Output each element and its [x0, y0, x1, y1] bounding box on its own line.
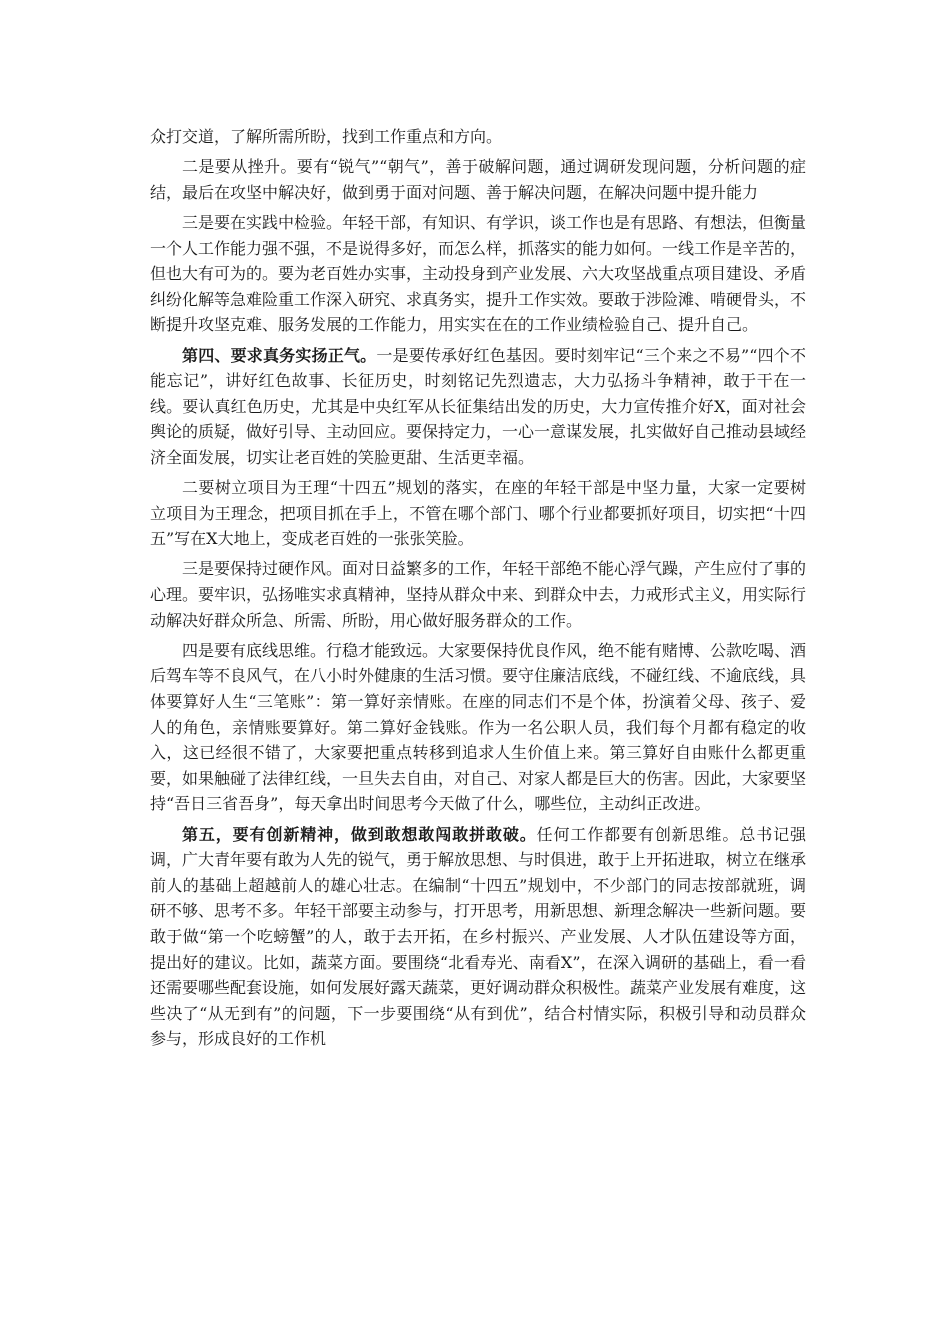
paragraph-text: 二是要从挫升。要有“锐气”“朝气”，善于破解问题，通过调研发现问题，分析问题的症结，最后在攻坚中解决好，做到勇于面对问题、善于解决问题，在解决问题中提升能力	[150, 157, 806, 202]
paragraph-text: 二要树立项目为王理“十四五”规划的落实，在座的年轻干部是中坚力量，大家一定要树立项目为王理念，把项目抓在手上，不管在哪个部门、哪个行业都要抓好项目，切实把“十四五”写在X大地上，变成老百姓的一张张笑脸。	[150, 478, 806, 549]
paragraph-text: 众打交道，了解所需所盼，找到工作重点和方向。	[150, 127, 503, 146]
document-body	[150, 124, 806, 1057]
paragraph-text: 任何工作都要有创新思维。总书记强调，广大青年要有敢为人先的锐气，勇于解放思想、与时俱进，敢于上开拓进取，树立在继承前人的基础上超越前人的雄心壮志。在编制“十四五”规划中，不少部门的同志按部就班，调研不够、思考不多。年轻干部要主动参与，打开思考，用新思想、新理念解决一些新问题。要敢于做“第一个吃螃蟹”的人，敢于去开拓，在乡村振兴、产业发展、人才队伍建设等方面，提出好的建议。比如，蔬菜方面。要围绕“北看寿光、南看X”，在深入调研的基础上，看一看还需要哪些配套设施，如何发展好露天蔬菜，更好调动群众积极性。蔬菜产业发展有难度，这些决了“从无到有”的问题，下一步要围绕“从有到优”，结合村情实际，积极引导和动员群众参与，形成良好的工作机	[150, 824, 807, 1049]
paragraph-text: 三是要在实践中检验。年轻干部，有知识、有学识，谈工作也是有思路、有想法，但衡量一个人工作能力强不强，不是说得多好，而怎么样，抓落实的能力如何。一线工作是辛苦的，但也大有可为的。要为老百姓办实事，主动投身到产业发展、六大攻坚战重点项目建设、矛盾纠纷化解等急难险重工作深入研究、求真务实，提升工作实效。要敢于涉险滩、啃硬骨头，不断提升攻坚克难、服务发展的工作能力，用实实在在的工作业绩检验自己、提升自己。	[150, 212, 807, 335]
paragraph-third-point	[150, 210, 806, 338]
section-heading: 第四、要求真务实扬正气。	[182, 345, 377, 365]
paragraph-work-style	[150, 556, 806, 633]
paragraph-text: 三是要保持过硬作风。面对日益繁多的工作，年轻干部绝不能心浮气躁，产生应付了事的心理。要牢识，弘扬唯实求真精神，坚持从群众中来、到群众中去，力戒形式主义，用实际行动解决好群众所急、所需、所盼，用心做好服务群众的工作。	[150, 559, 807, 630]
paragraph-section-four	[150, 343, 806, 471]
paragraph-continuation	[150, 124, 806, 150]
paragraph-project-priority	[150, 475, 806, 552]
paragraph-section-five	[150, 822, 806, 1052]
paragraph-text: 四是要有底线思维。行稳才能致远。大家要保持优良作风，绝不能有赌博、公款吃喝、酒后驾车等不良风气，在八小时外健康的生活习惯。要守住廉洁底线，不碰红线、不逾底线，具体要算好人生“三笔账”：第一算好亲情账。在座的同志们不是个体，扮演着父母、孩子、爱人的角色，亲情账要算好。第二算好金钱账。作为一名公职人员，我们每个月都有稳定的收入，这已经很不错了，大家要把重点转移到追求人生价值上来。第三算好自由账什么都更重要，如果触碰了法律红线，一旦失去自由，对自己、对家人都是巨大的伤害。因此，大家要坚持“吾日三省吾身”，每天拿出时间思考今天做了什么，哪些位，主动纠正改进。	[150, 640, 807, 814]
paragraph-bottom-line	[150, 638, 806, 817]
section-heading: 第五，要有创新精神，做到敢想敢闯敢拼敢破。	[182, 824, 537, 844]
paragraph-second-point	[150, 154, 806, 205]
paragraph-text: 一是要传承好红色基因。要时刻牢记“三个来之不易”“四个不能忘记”，讲好红色故事、长征历史，时刻铭记先烈遗志，大力弘扬斗争精神，敢于干在一线。要认真红色历史，尤其是中央红军从长征集结出发的历史，大力宣传推介好X，面对社会舆论的质疑，做好引导、主动回应。要保持定力，一心一意谋发展，扎实做好自己推动县域经济全面发展，切实让老百姓的笑脸更甜、生活更幸福。	[150, 345, 807, 467]
